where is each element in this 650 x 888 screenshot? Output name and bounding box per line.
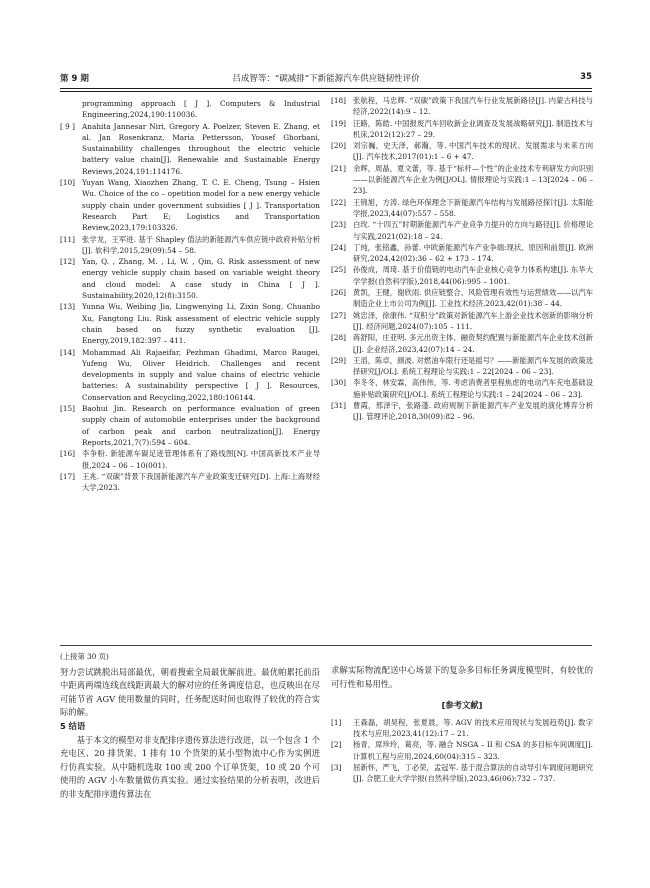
header-rule-thin [60,91,592,92]
reference-text: Yunna Wu, Weibing Jia, Lingwenying Li, Zixin Song, Chuanbo Xu, Fangtong Liu. Risk assessment of electric vehicle supply chain based on fuzzy synthetic evaluation [J]. Energy,2019,182:397 – 411. [82,302,320,346]
reference-item [331,355,593,378]
reference-text: 杨青，席珍玲，葛亮，等. 融合 NSGA – II 和 CSA 的多目标车间调度[J]. 计算机工程与应用,2024,60(04):315 – 323. [353,740,593,761]
reference-number: [17] [60,471,75,481]
reference-text: 姚忠泽，徐康伟. “双积分”政策对新能源汽车上游企业技术创新的影响分析[J]. 经济问题,2024(07):105 – 111. [353,310,593,331]
continuation-note: (上接第 30 页) [60,652,109,661]
reference-item [331,197,593,220]
reference-number: [28] [331,333,346,343]
reference-number: [15] [60,404,75,414]
reference-item [331,377,593,400]
reference-text: 李冬冬，林安霖，高伟伟，等. 考虑消费者里程焦虑的电动汽车充电基础设施补贴政策研究[J/OL]. 系统工程理论与实践:1 – 24[2024 – 06 – 23]. [353,378,593,399]
reference-text: 汪路，陈皓. 中国报废汽车回收新企业调查及发展战略研究[J]. 制造技术与机床,2012(12):27 – 29. [353,118,593,139]
reference-text: 李争粉. 新能源车碳足迹管理体系有了路线图[N]. 中国高新技术产业导报,2024 – 06 – 10(001). [82,449,320,470]
reference-text: Yuyan Wang, Xiaozhen Zhang, T. C. E. Cheng, Tsung – Hsien Wu. Choice of the co – opetition model for a new energy vehicle supply chain under government subsidies [ J ]. Transportation Research Part E; Logistics and Transportation Review,2023,179:103326. [82,178,320,233]
reference-number: [31] [331,401,346,411]
reference-text: 孙俊成，周琦. 基于价值链的电动汽车企业核心竞争力体系构建[J]. 东华大学学报(自然科学版),2018,44(06):995 – 1001. [353,265,593,286]
reference-item [60,234,320,257]
reference-item [331,287,593,310]
reference-text: 王兆. “双碳”背景下我国新能源汽车产业政策变迁研究[D]. 上海:上海财经大学,2023. [82,471,320,493]
reference-text: 曹霞，邢泽宇，张路蓬. 政府规制下新能源汽车产业发展的演化博弈分析[J]. 管理评论,2018,30(09):82 – 96. [353,401,593,422]
reference-number: [26] [331,288,346,298]
reference-item [60,256,320,301]
reference-list-left [60,98,320,493]
reference-number: [ 9 ] [60,121,75,131]
continued-article-left [60,650,320,802]
reference-text: Mohammad Ali Rajaeifar, Pezhman Ghadimi, Marco Raugei, Yufeng Wu, Oliver Heidrich. Challenges and recent developments in supply and value chains of electric vehicle batteries: A sustainability perspective [ J ]. Resources, Conservation and Recycling,2022,180:106144. [82,347,320,402]
reference-text: 白玫. “十四五”时期新能源汽车产业竞争力提升的方向与路径[J]. 价格理论与实践,2021(02):18 – 24. [353,220,593,241]
reference-number: [25] [331,265,346,275]
reference-text: 黄凯，王健，谢欣雨. 供应链整合、风险管理有效性与运营绩效——以汽车制造企业上市公司为例[J]. 工业技术经济,2023,42(01):38 – 44. [353,288,593,309]
reference-number: [21] [331,163,346,173]
reference-number: [2] [331,740,342,750]
reference-item [331,95,593,118]
reference-item [331,242,593,265]
reference-item [331,717,593,740]
reference-item [60,403,320,448]
reference-text: 王森磊，胡昊程，张夏晨，等. AGV 的技术应用现状与发展趋势[J]. 数字技术与应用,2023,41(12):17 – 21. [353,717,593,739]
reference-number: [1] [331,717,342,727]
reference-item [331,118,593,141]
reference-item [60,98,320,121]
issue-number: 第 9 期 [60,74,89,84]
reference-number: [23] [331,220,346,230]
reference-number: [30] [331,378,346,388]
reference-number: [12] [60,257,75,267]
reference-number: [14] [60,347,75,357]
body-paragraph: 基于本文的模型对非支配排序遗传算法进行改进，以一个包含 1 个充电区、20 排货架、1 排有 10 个货架的某小型物流中心作为实例进行仿真实验。从中随机选取 100 或 200 个订单货架，10 或 20 个可使用的 AGV 小车数量做仿真实验。通过实验结果的分析表明，改进后的非支配排序遗传算法在 [60,734,320,799]
reference-number: [20] [331,141,346,151]
body-paragraph: 求解实际物流配送中心场景下的复杂多目标任务调度模型时，有较优的可行性和易用性。 [331,665,593,689]
reference-number: [13] [60,302,75,312]
reference-text: Yan, Q. , Zhang, M. , Li, W. , Qin, G. Risk assessment of new energy vehicle supply chain based on variable weight theory and cloud model: A case study in China [ J ]. Sustainability,2020,12(8):3150. [82,257,320,301]
reference-text: Baohui Jin. Research on performance evaluation of green supply chain of automobile enterprises under the background of carbon peak and carbon neutralization[J]. Energy Reports,2021,7(7):594 – 604. [82,404,320,447]
reference-item [331,140,593,163]
reference-item [60,347,320,403]
reference-text: 屈新怀，严飞，丁必荣，孟冠军. 基于混合算法的自动导引车调度问题研究[J]. 合肥工业大学学报(自然科学版),2023,46(06):732 – 737. [353,762,593,784]
reference-text: 丁纯，张铭鑫，孙蕾. 中欧新能源汽车产业争端:现状、原因和前景[J]. 欧洲研究,2024,42(02):36 – 62 + 173 – 174. [353,242,593,264]
running-title: 吕成智等：“碳减排”下新能源汽车供应链韧性评价 [232,74,420,84]
reference-item [60,177,320,233]
reference-number: [3] [331,762,342,772]
reference-item [331,310,593,333]
reference-item [331,163,593,197]
body-paragraph: 努力尝试跳脱出局部最优，朝着搜索全局最优解前进。最优帕累托前沿中距离两端连线直线距离最大的解对应的任务调度信息，也反映出在尽可能节省 AGV 使用数量的同时，任务配送时间也取得了较优的符合实际的解。 [60,666,320,718]
reference-number: [19] [331,118,346,128]
reference-text: 刘宗巍，史天泽，郝瀚，等. 中国汽车技术的现状、发展需求与未来方向[J]. 汽车技术,2017(01):1 – 6 + 47. [353,141,593,162]
reference-list-right [331,95,593,423]
references-title: [参考文献] [441,700,483,711]
page-header [60,72,592,86]
reference-number: [10] [60,178,75,188]
reference-text: 张学龙，王军进. 基于 Shapley 值法的新能源汽车供应链中政府补贴分析[J]. 软科学,2015,29(09):54 – 58. [82,234,320,255]
reference-number: [16] [60,449,75,459]
reference-text: 张航程，马忠辉. “双碳”政策下我国汽车行业发展新路径[J]. 内蒙古科技与经济,2022(14):9 – 12. [353,96,593,117]
reference-item [60,448,320,471]
reference-item [60,471,320,494]
reference-text: 蒋舒阳，庄亚明. 多元出资主体、融资契约配置与新能源汽车企业技术创新[J]. 企业经济,2023,42(07):14 – 24. [353,333,593,354]
reference-item [331,762,593,785]
reference-item [331,264,593,287]
reference-text: programming approach [ J ]. Computers & Industrial Engineering,2024,190:110036. [82,99,320,120]
section-divider [60,645,592,646]
reference-item [331,739,593,762]
reference-number: [27] [331,310,346,320]
reference-text: 王滔，陈卓，颜波. 对燃油车限行还是摇号？——新能源汽车发展的政策选择研究[J/OL]. 系统工程理论与实践:1 – 22[2024 – 06 – 23]. [353,355,593,377]
reference-number: [11] [60,234,75,244]
page-number: 35 [580,72,592,82]
reference-item [60,301,320,346]
reference-number: [18] [331,96,346,105]
continued-article-right [331,664,593,785]
header-rule-thick [60,88,592,89]
reference-item [60,121,320,177]
reference-item [331,332,593,355]
reference-text: 余辉，周晶，夏文蕾，等. 基于“标杆—个性”的企业技术专利研发方向识别——以新能源汽车企业为例[J/OL]. 情报理论与实践:1 – 13[2024 – 06 – 23]. [353,163,593,196]
reference-number [60,98,82,121]
reference-item [331,400,593,423]
reference-number: [22] [331,197,346,207]
section-heading: 5 结语 [60,720,86,731]
reference-text: 王锦旭，方涛. 绿色环保理念下新能源汽车结构与发展路径探讨[J]. 太阳能学报,2023,44(07):557 – 558. [353,197,593,218]
reference-item [331,219,593,242]
reference-number: [29] [331,355,346,365]
reference-text: Anahita Jannesar Niri, Gregory A. Poelzer, Steven E. Zhang, et al. Jan Rosenkranz, Maria Pettersson, Yousef Ghorbani, Sustainability challenges throughout the electric vehicle battery value chain[J]. Renewable and Sustainable Energy Reviews,2024,191:114176. [82,121,320,176]
reference-number: [24] [331,242,346,252]
